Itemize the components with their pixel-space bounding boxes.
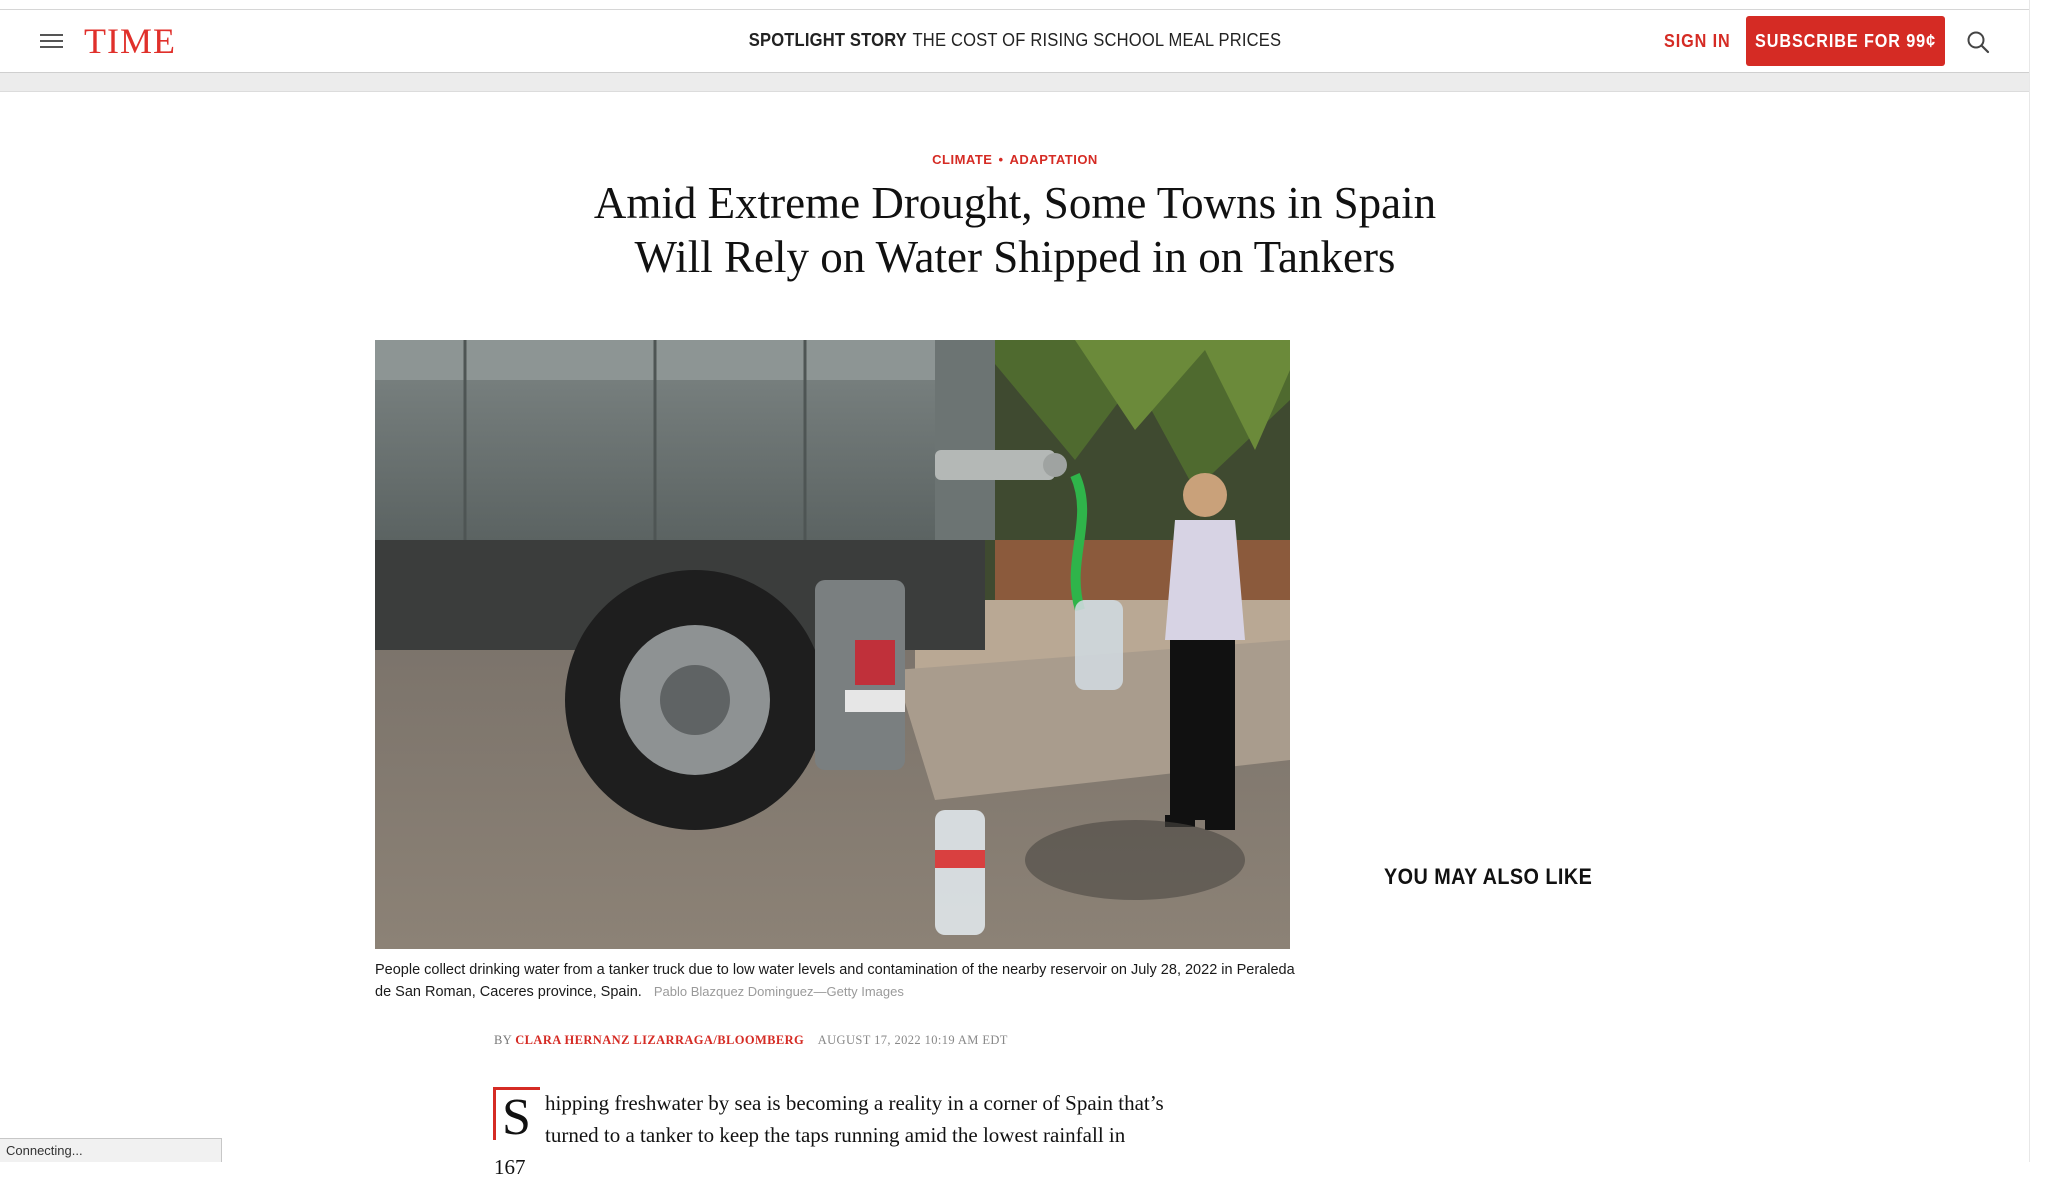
byline-prefix: BY — [494, 1033, 512, 1047]
time-logo[interactable]: TIME — [84, 21, 176, 61]
spotlight-title: THE COST OF RISING SCHOOL MEAL PRICES — [912, 30, 1282, 50]
article-body-first-lines — [545, 1087, 1245, 1151]
subscribe-label: SUBSCRIBE FOR 99¢ — [1755, 30, 1936, 51]
spotlight-label: SPOTLIGHT STORY — [748, 30, 907, 50]
byline — [494, 1033, 1008, 1048]
headline-line-2: Will Rely on Water Shipped in on Tankers — [634, 232, 1396, 282]
hero-photo-illustration — [375, 340, 1290, 949]
kicker-adaptation-link[interactable]: ADAPTATION — [1009, 152, 1098, 167]
sign-in-link[interactable]: SIGN IN — [1664, 31, 1731, 51]
body-line-3: 167 — [494, 1155, 526, 1179]
caption-text: People collect drinking water from a tanker truck due to low water levels and contamination of the nearby reservoir on July 28, 2022 in Peraleda de San Roman, Caceres province, Spain. — [375, 962, 1295, 1000]
hero-photo — [375, 340, 1290, 949]
article-kicker — [0, 152, 2030, 167]
subscribe-button[interactable] — [1746, 16, 1945, 66]
you-may-also-like-heading: YOU MAY ALSO LIKE — [1384, 864, 1593, 889]
photo-caption — [375, 960, 1295, 1003]
browser-top-edge — [0, 0, 2030, 10]
header-divider-band — [0, 73, 2030, 92]
kicker-climate-link[interactable]: CLIMATE — [932, 152, 993, 167]
author-link[interactable]: CLARA HERNANZ LIZARRAGA/BLOOMBERG — [515, 1033, 805, 1047]
browser-status-bar: Connecting... — [0, 1138, 222, 1162]
drop-cap: S — [493, 1087, 540, 1140]
site-header — [0, 10, 2030, 73]
headline-line-1: Amid Extreme Drought, Some Towns in Spain — [593, 178, 1437, 228]
article-headline — [515, 176, 1515, 284]
body-line-1: hipping freshwater by sea is becoming a reality in a corner of Spain that’s — [545, 1091, 1164, 1115]
hamburger-menu-icon[interactable] — [40, 34, 63, 49]
publish-date: AUGUST 17, 2022 10:19 AM EDT — [817, 1033, 1008, 1047]
page-scrollbar[interactable] — [2029, 0, 2048, 1162]
kicker-separator: • — [998, 152, 1004, 167]
body-line-2: turned to a tanker to keep the taps running amid the lowest rainfall in — [545, 1123, 1126, 1147]
photo-credit: Pablo Blazquez Dominguez—Getty Images — [653, 984, 904, 999]
search-icon[interactable] — [1966, 30, 1990, 54]
